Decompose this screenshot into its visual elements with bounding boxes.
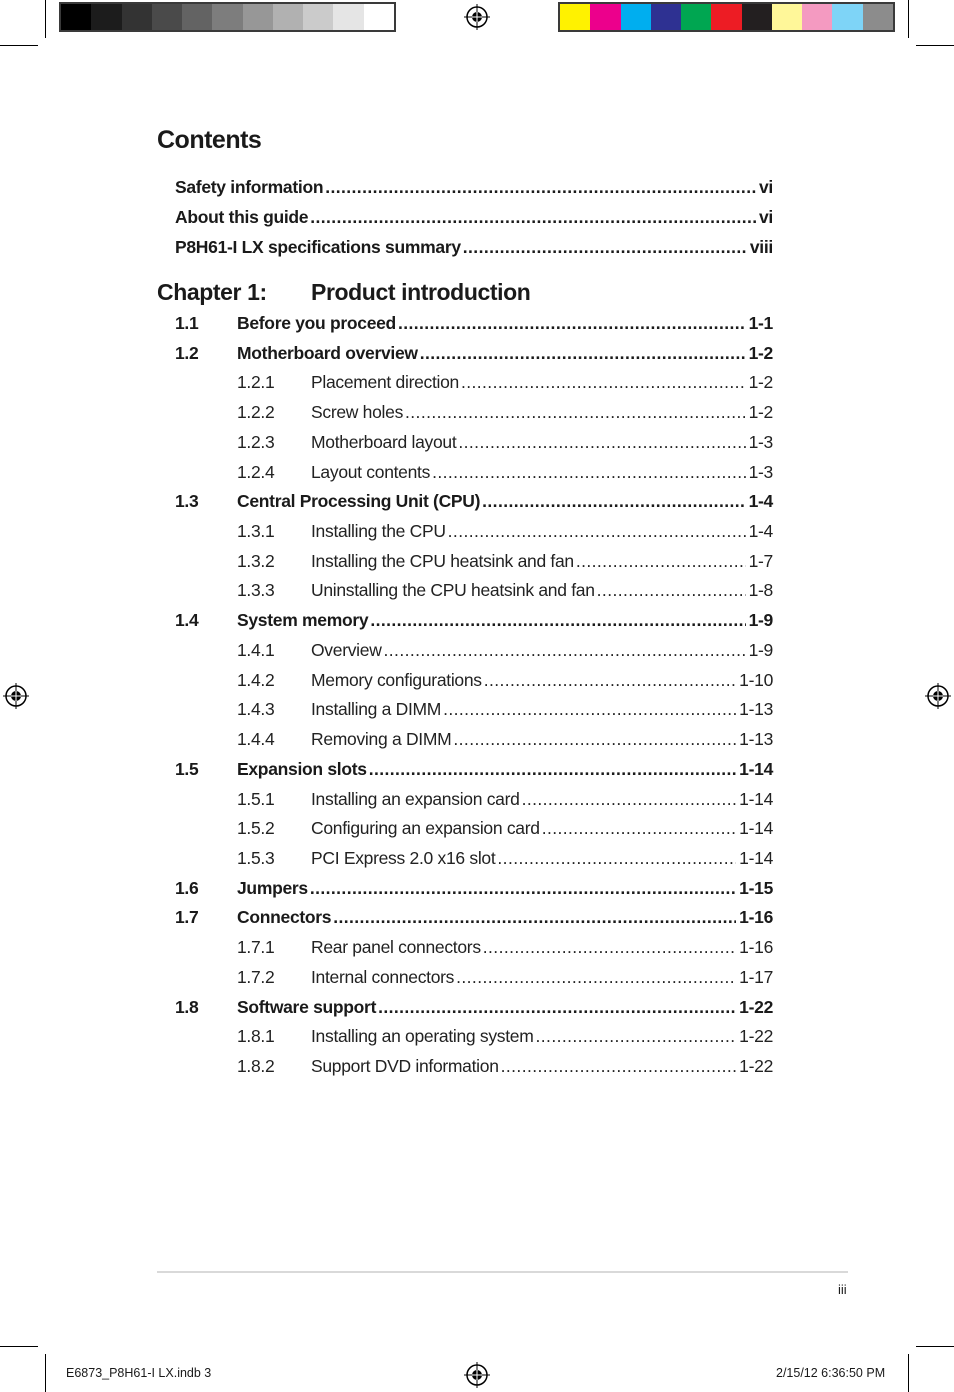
toc-entry-page: 1-16: [739, 907, 773, 927]
dot-leader: [453, 728, 736, 750]
toc-entry-page: 1-10: [739, 670, 773, 690]
toc-entry-number: 1.8.1: [237, 1026, 275, 1046]
print-slug-timestamp: 2/15/12 6:36:50 PM: [776, 1366, 886, 1380]
toc-entry-page: 1-22: [739, 997, 773, 1017]
toc-entry[interactable]: [237, 966, 773, 990]
toc-entry-page: 1-17: [739, 967, 773, 987]
color-swatch: [61, 4, 91, 30]
dot-leader: [432, 461, 746, 483]
dot-leader: [597, 579, 746, 601]
toc-entry[interactable]: [237, 639, 773, 663]
toc-entry[interactable]: [237, 817, 773, 841]
toc-entry[interactable]: [237, 550, 773, 574]
toc-entry-title: Central Processing Unit (CPU): [237, 491, 481, 511]
footer-rule: [157, 1271, 848, 1273]
toc-entry-title: Software support: [237, 997, 377, 1017]
toc-entry[interactable]: [175, 342, 773, 366]
toc-entry-title: Expansion slots: [237, 759, 367, 779]
toc-entry-page: 1-8: [748, 580, 773, 600]
dot-leader: [378, 996, 736, 1018]
toc-entry-number: 1.8: [175, 997, 199, 1017]
page-title: Contents: [157, 126, 262, 154]
toc-entry[interactable]: [237, 728, 773, 752]
toc-entry-title: Motherboard overview: [237, 343, 418, 363]
toc-entry[interactable]: [175, 312, 773, 336]
color-swatch: [91, 4, 121, 30]
toc-entry-page: vi: [759, 207, 773, 227]
toc-entry-page: viii: [749, 237, 773, 257]
color-swatch: [152, 4, 182, 30]
dot-leader: [443, 698, 736, 720]
color-swatch: [832, 4, 862, 30]
toc-entry-title: PCI Express 2.0 x16 slot: [311, 848, 496, 868]
toc-entry-page: 1-16: [739, 937, 773, 957]
toc-entry-title: Placement direction: [311, 372, 459, 392]
registration-mark-icon: [3, 683, 29, 709]
crop-mark: [916, 45, 954, 46]
toc-entry-title: P8H61-I LX specifications summary: [175, 237, 461, 257]
color-swatch: [621, 4, 651, 30]
toc-entry-page: 1-22: [739, 1026, 773, 1046]
toc-entry-page: 1-3: [748, 432, 773, 452]
dot-leader: [310, 206, 756, 228]
dot-leader: [325, 176, 756, 198]
toc-entry-number: 1.6: [175, 878, 199, 898]
toc-entry[interactable]: [175, 906, 773, 930]
toc-entry-page: 1-22: [739, 1056, 773, 1076]
toc-entry-title: Safety information: [175, 177, 324, 197]
toc-entry-title: Memory configurations: [311, 670, 482, 690]
toc-entry-title: Jumpers: [237, 878, 308, 898]
toc-entry-title: Overview: [311, 640, 382, 660]
toc-entry-title: Installing the CPU heatsink and fan: [311, 551, 574, 571]
crop-mark: [45, 0, 46, 38]
registration-mark-icon: [925, 683, 951, 709]
toc-entry-number: 1.3.1: [237, 521, 275, 541]
crop-mark: [0, 1346, 38, 1347]
toc-entry-number: 1.2: [175, 343, 199, 363]
dot-leader: [370, 609, 745, 631]
toc-entry-title: Layout contents: [311, 462, 431, 482]
toc-entry-number: 1.8.2: [237, 1056, 275, 1076]
color-swatch: [364, 4, 394, 30]
toc-entry-number: 1.5.3: [237, 848, 275, 868]
toc-entry[interactable]: [237, 847, 773, 871]
toc-entry-title: Rear panel connectors: [311, 937, 481, 957]
toc-entry-title: System memory: [237, 610, 369, 630]
dot-leader: [333, 906, 736, 928]
toc-entry-title: Connectors: [237, 907, 332, 927]
dot-leader: [463, 236, 747, 258]
toc-entry-title: Screw holes: [311, 402, 404, 422]
color-swatch: [711, 4, 741, 30]
color-swatch: [333, 4, 363, 30]
toc-entry-page: 1-14: [739, 848, 773, 868]
toc-entry-page: 1-9: [748, 640, 773, 660]
toc-entry-page: 1-2: [748, 402, 773, 422]
color-swatch: [182, 4, 212, 30]
toc-entry[interactable]: [237, 698, 773, 722]
dot-leader: [398, 312, 746, 334]
toc-entry[interactable]: [237, 1055, 773, 1079]
print-slug-file: E6873_P8H61-I LX.indb 3: [66, 1366, 212, 1380]
toc-entry-page: 1-2: [748, 372, 773, 392]
toc-entry-number: 1.2.3: [237, 432, 275, 452]
toc-entry[interactable]: [237, 520, 773, 544]
crop-mark: [45, 1354, 46, 1392]
dot-leader: [501, 1055, 737, 1077]
toc-entry-page: 1-14: [739, 759, 773, 779]
toc-entry-number: 1.2.1: [237, 372, 275, 392]
color-swatch: [681, 4, 711, 30]
dot-leader: [484, 669, 736, 691]
toc-entry-number: 1.4.3: [237, 699, 275, 719]
color-swatch: [742, 4, 772, 30]
process-color-bar: [558, 2, 895, 32]
registration-mark-icon: [464, 4, 490, 30]
toc-entry-page: 1-13: [739, 699, 773, 719]
dot-leader: [405, 401, 746, 423]
toc-entry-number: 1.7.2: [237, 967, 275, 987]
color-swatch: [802, 4, 832, 30]
toc-entry-title: Motherboard layout: [311, 432, 457, 452]
toc-entry-title: About this guide: [175, 207, 309, 227]
crop-mark: [916, 1346, 954, 1347]
toc-entry[interactable]: [175, 206, 773, 230]
toc-entry-title: Before you proceed: [237, 313, 396, 333]
dot-leader: [310, 877, 736, 899]
color-swatch: [273, 4, 303, 30]
color-swatch: [560, 4, 590, 30]
toc-entry-number: 1.3.2: [237, 551, 275, 571]
dot-leader: [369, 758, 736, 780]
toc-entry-number: 1.4.1: [237, 640, 275, 660]
toc-entry-page: 1-3: [748, 462, 773, 482]
dot-leader: [536, 1025, 737, 1047]
toc-entry-number: 1.2.2: [237, 402, 275, 422]
toc-entry-number: 1.3.3: [237, 580, 275, 600]
toc-entry[interactable]: [237, 1025, 773, 1049]
registration-mark-icon: [464, 1362, 490, 1388]
crop-mark: [0, 45, 38, 46]
toc-entry-number: 1.7: [175, 907, 199, 927]
toc-entry[interactable]: [175, 176, 773, 200]
dot-leader: [420, 342, 746, 364]
toc-entry-number: 1.4.2: [237, 670, 275, 690]
color-swatch: [772, 4, 802, 30]
toc-entry-number: 1.3: [175, 491, 199, 511]
toc-entry-page: 1-4: [748, 491, 773, 511]
dot-leader: [522, 788, 737, 810]
dot-leader: [384, 639, 746, 661]
toc-entry-title: Installing the CPU: [311, 521, 446, 541]
toc-entry[interactable]: [175, 877, 773, 901]
toc-entry-title: Installing an expansion card: [311, 789, 520, 809]
toc-entry[interactable]: [237, 401, 773, 425]
toc-entry-title: Internal connectors: [311, 967, 455, 987]
toc-entry-number: 1.7.1: [237, 937, 275, 957]
toc-entry-number: 1.4: [175, 610, 199, 630]
dot-leader: [542, 817, 736, 839]
toc-entry[interactable]: [237, 371, 773, 395]
toc-entry[interactable]: [237, 579, 773, 603]
toc-entry-page: 1-4: [748, 521, 773, 541]
toc-entry[interactable]: [237, 936, 773, 960]
chapter-label: Chapter 1:: [157, 279, 267, 305]
toc-entry-number: 1.5: [175, 759, 199, 779]
toc-entry[interactable]: [175, 236, 773, 260]
toc-entry[interactable]: [237, 669, 773, 693]
toc-entry-number: 1.5.2: [237, 818, 275, 838]
grayscale-color-bar: [59, 2, 396, 32]
dot-leader: [576, 550, 746, 572]
toc-entry-number: 1.1: [175, 313, 199, 333]
toc-entry-page: 1-14: [739, 789, 773, 809]
dot-leader: [456, 966, 736, 988]
toc-entry-page: 1-13: [739, 729, 773, 749]
toc-entry-title: Configuring an expansion card: [311, 818, 540, 838]
toc-entry-page: 1-14: [739, 818, 773, 838]
toc-entry-number: 1.5.1: [237, 789, 275, 809]
toc-entry-title: Support DVD information: [311, 1056, 499, 1076]
toc-entry-page: vi: [759, 177, 773, 197]
toc-entry[interactable]: [175, 996, 773, 1020]
toc-entry-page: 1-15: [739, 878, 773, 898]
toc-entry-title: Installing an operating system: [311, 1026, 534, 1046]
color-swatch: [863, 4, 893, 30]
toc-entry[interactable]: [237, 788, 773, 812]
toc-entry-page: 1-9: [748, 610, 773, 630]
chapter-title: Product introduction: [311, 279, 531, 305]
toc-entry-title: Removing a DIMM: [311, 729, 452, 749]
dot-leader: [497, 847, 736, 869]
page-number: iii: [838, 1282, 847, 1297]
color-swatch: [122, 4, 152, 30]
toc-entry[interactable]: [175, 490, 773, 514]
color-swatch: [590, 4, 620, 30]
color-swatch: [303, 4, 333, 30]
dot-leader: [448, 520, 746, 542]
toc-entry-number: 1.4.4: [237, 729, 275, 749]
toc-entry[interactable]: [237, 461, 773, 485]
dot-leader: [482, 490, 745, 512]
toc-entry-page: 1-1: [748, 313, 773, 333]
color-swatch: [212, 4, 242, 30]
dot-leader: [461, 371, 746, 393]
crop-mark: [908, 0, 909, 38]
toc-entry[interactable]: [175, 609, 773, 633]
toc-entry-page: 1-7: [748, 551, 773, 571]
dot-leader: [458, 431, 745, 453]
dot-leader: [483, 936, 736, 958]
toc-entry-number: 1.2.4: [237, 462, 275, 482]
crop-mark: [908, 1354, 909, 1392]
toc-entry[interactable]: [237, 431, 773, 455]
toc-entry[interactable]: [175, 758, 773, 782]
color-swatch: [243, 4, 273, 30]
toc-entry-title: Uninstalling the CPU heatsink and fan: [311, 580, 595, 600]
toc-entry-title: Installing a DIMM: [311, 699, 442, 719]
color-swatch: [651, 4, 681, 30]
toc-entry-page: 1-2: [748, 343, 773, 363]
